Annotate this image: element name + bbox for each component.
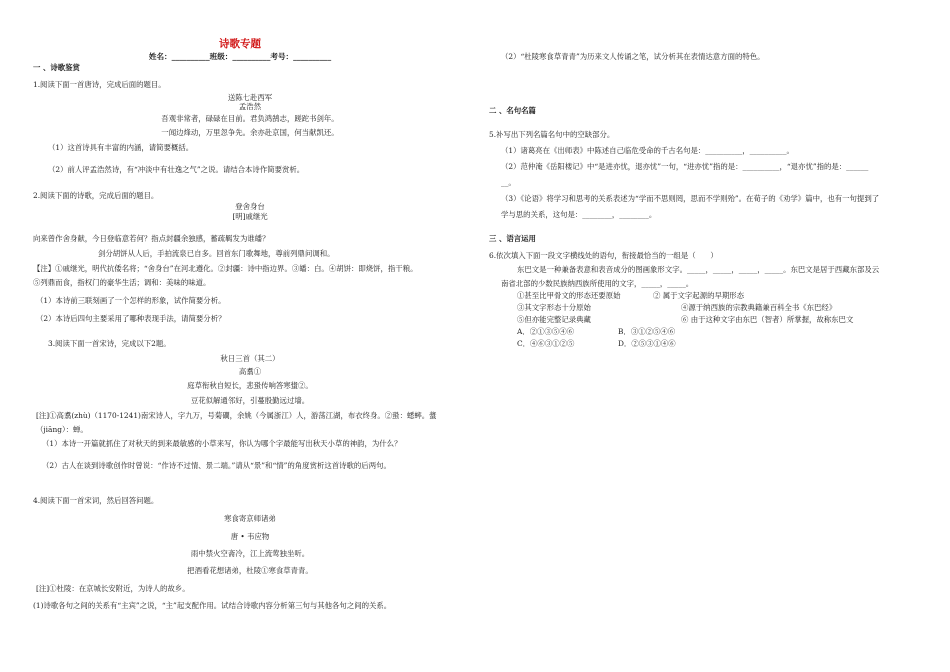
question-1-intro: 1.阅读下面一首唐诗，完成后面的题目。	[33, 80, 166, 89]
question-1-sub-1: （1）这首诗具有丰富的内涵，请简要概括。	[48, 143, 194, 152]
poem-1-author: 孟浩然	[238, 102, 262, 111]
question-3-sub-1: （1）本诗一开篇就抓住了对秋天的到来最敏感的小草来写，你认为哪个字最能写出秋天小草的神韵，为什么？	[42, 439, 402, 448]
question-2-intro: 2.阅读下面的诗歌，完成后面的题目。	[33, 191, 159, 200]
section-heading-famous-lines: 二 、名句名篇	[489, 106, 536, 115]
question-6-intro: 6.依次填入下面一段文字横线处的语句，衔接最恰当的一组是（ ）	[489, 251, 718, 260]
question-6-option-4: ④源于纳西族的宗教典籍兼百科全书《东巴经》	[681, 303, 837, 312]
answer-choice-a: A．②①③⑤④⑥	[517, 327, 575, 336]
poem-3-line-2: 豆花似解通邻好，引蔓殷勤远过墙。	[190, 396, 310, 405]
poem-2-line-2: 剑分胡饼从人后，手拍流泉已自多。回首东门歌舞地，尊前列鼎问调和。	[98, 249, 335, 258]
question-5-item-1: （1）诸葛亮在《出师表》中陈述自己临危受命的千古名句是：__________，__________。	[501, 146, 794, 155]
page-title: 诗歌专题	[219, 38, 261, 50]
poem-3-note-1: [注]①高翥(zhù)（1170-1241)南宋诗人，字九万，号菊磵，余姚（今属浙江）人，游荡江湖，布衣终身。②蛩：蟋蟀。螀	[36, 411, 437, 420]
section-heading-language: 三 、语言运用	[489, 234, 536, 243]
question-4-sub-2: （2）“杜陵寒食草青青”为历来文人传诵之笔，试分析其在表情达意方面的特色。	[501, 52, 765, 61]
poem-3-line-1: 庭草衔秋自短长，悲蛩传响答寒螀②。	[187, 381, 313, 390]
question-6-option-6: ⑥ 由于这种文字由东巴（智者）所掌握，故称东巴文	[681, 315, 854, 324]
student-info-line: 姓名：__________班级：__________考号：__________	[148, 52, 332, 61]
poem-4-author: 唐 • 韦应物	[230, 532, 270, 541]
question-3-sub-2: （2）古人在谈到诗歌创作时曾说：“作诗不过情、景二端。”请从“景”和“情”的角度赏析这首诗歌的后两句。	[42, 461, 391, 470]
poem-1-title: 送陈七赴西军	[227, 93, 273, 102]
poem-2-line-1: 向来曾作舍身献，今日登临意若何？指点封疆余独感，蓄疏羁发为谁皤？	[33, 234, 270, 243]
question-4-sub-1: (1)诗歌各句之间的关系有“主宾”之说，“主”起支配作用。试结合诗歌内容分析第三句与其他各句之间的关系。	[33, 601, 392, 610]
poem-2-author: [明]戚继光	[232, 212, 268, 221]
answer-choice-b: B．③①②⑤④⑥	[618, 327, 676, 336]
poem-4-line-1: 雨中禁火空斋冷，江上流莺独坐听。	[190, 549, 310, 558]
answer-choice-d: D．②⑤③①④⑥	[618, 339, 676, 348]
poem-2-note-2: ⑤列鼎而食，指权门的豪华生活；调和：美味的味道。	[33, 278, 211, 287]
poem-4-note-1: [注]①杜陵：在京城长安附近，为诗人的故乡。	[36, 584, 190, 593]
answer-choice-c: C．④⑥③①②⑤	[517, 339, 575, 348]
question-6-option-2: ② 属于文字起源的早期形态	[653, 291, 745, 300]
poem-3-title: 秋日三首（其二）	[220, 354, 280, 363]
question-6-passage-2: 南省北部的少数民族纳西族所使用的文字，_____，_____。	[501, 279, 694, 288]
question-6-passage-1: 东巴文是一种兼备表意和表音成分的图画象形文字。_____，_____，_____，_____。东巴文是居于西藏东部及云	[517, 265, 880, 274]
poem-4-line-2: 把酒看花想诸弟，杜陵①寒食草青青。	[187, 566, 313, 575]
poem-1-line-2: 一闻边烽动，万里忽争先。余亦赴京国，何当献凯还。	[161, 128, 339, 137]
question-5-intro: 5.补写出下列名篇名句中的空缺部分。	[489, 130, 615, 139]
question-2-sub-1: （1）本诗前三联刻画了一个怎样的形象，试作简要分析。	[36, 296, 226, 305]
poem-4-title: 寒食寄京师诸弟	[224, 514, 276, 523]
poem-2-note-1: 【注】①戚继光，明代抗倭名将；“舍身台”在河北遵化。②封疆：诗中指边界。③皤：白。④胡饼：即烧饼，指干粮。	[33, 264, 418, 273]
question-5-item-2-cont: __。	[501, 178, 516, 187]
question-5-item-2: （2）范仲淹《岳阳楼记》中“是进亦忧，退亦忧”一句，“进亦忧”指的是：__________，“退亦忧”指的是：______	[501, 162, 869, 171]
question-1-sub-2: （2）前人评孟浩然诗，有“冲淡中有壮逸之气”之说。请结合本诗作简要赏析。	[48, 165, 305, 174]
question-6-option-5: ⑤但亦能完整记录典藏	[517, 315, 591, 324]
question-5-item-3: （3）《论语》将学习和思考的关系表述为“学而不思则罔，思而不学则殆”。在荀子的《劝学》篇中，也有一句提到了	[501, 194, 880, 203]
question-3-intro: 3.阅读下面一首宋诗，完成以下2题。	[48, 339, 171, 348]
poem-1-line-1: 吾观非常者，碌碌在目前。君负鸿鹄志，蹉跎书剑年。	[161, 114, 339, 123]
question-5-item-3-cont: 学与思的关系，这句是：________，________。	[501, 210, 657, 219]
poem-2-title: 登舍身台	[235, 202, 265, 211]
question-2-sub-2: （2）本诗后四句主要采用了哪种表现手法，请简要分析？	[36, 314, 226, 323]
poem-3-author: 高翥①	[238, 367, 262, 376]
section-heading-poetry: 一 、诗歌鉴赏	[33, 63, 80, 72]
question-6-option-1: ①甚至比甲骨文的形态还要原始	[517, 291, 621, 300]
question-6-option-3: ③其文字形态十分原始	[517, 303, 591, 312]
poem-3-note-2: （jiāng）：蝉。	[36, 425, 88, 434]
question-4-intro: 4.阅读下面一首宋词，然后回答问题。	[33, 496, 159, 505]
